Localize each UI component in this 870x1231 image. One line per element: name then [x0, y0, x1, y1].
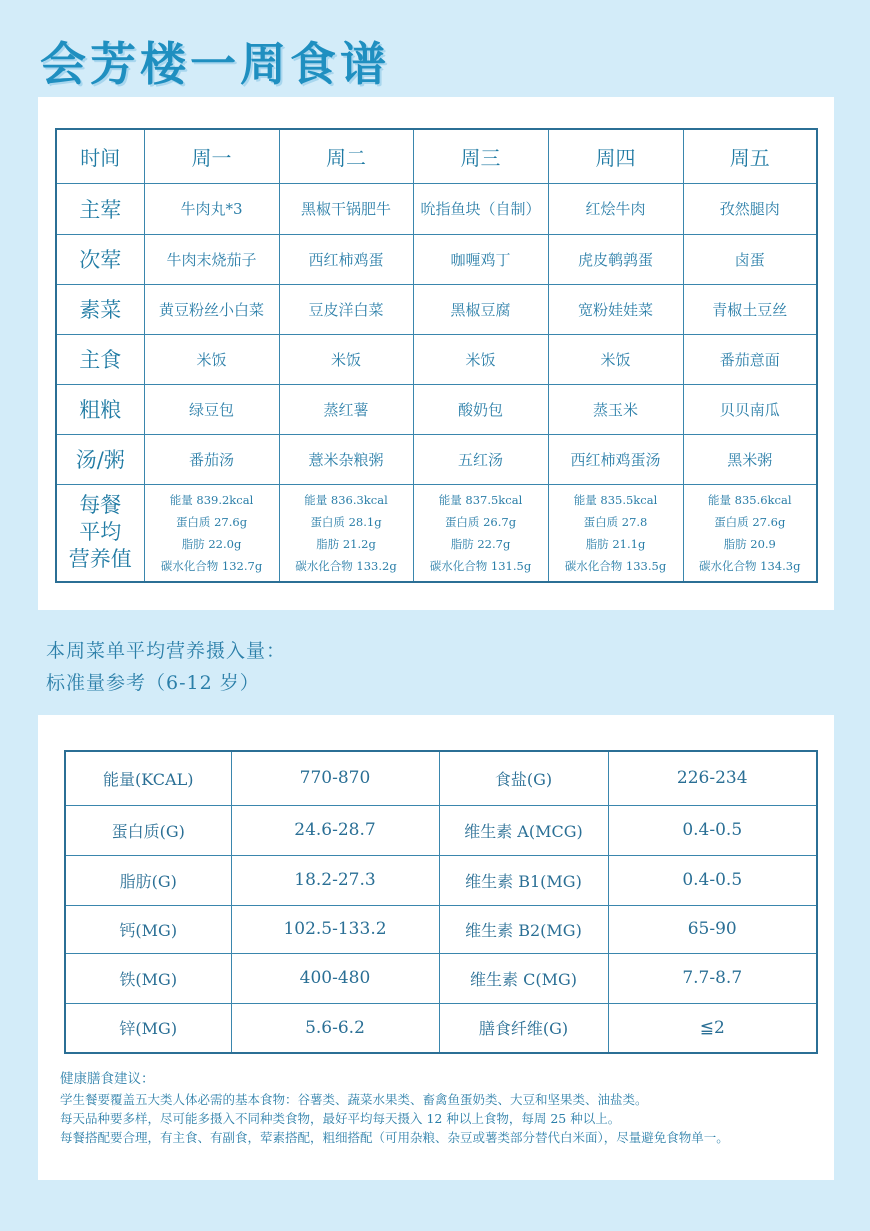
menu-cell: 吮指鱼块（自制）	[413, 183, 548, 234]
nutrition-fat: 脂肪 21.2g	[316, 536, 376, 551]
menu-cell: 蒸玉米	[548, 384, 683, 434]
menu-cell: 米饭	[413, 334, 548, 384]
menu-cell: 卤蛋	[683, 234, 817, 284]
standard-row	[65, 905, 817, 953]
menu-cell: 宽粉娃娃菜	[548, 284, 683, 334]
nutrient-value: 24.6-28.7	[231, 805, 439, 855]
standard-row	[65, 1003, 817, 1053]
nutrition-cell-thursday	[548, 484, 683, 582]
nutrition-energy: 能量 836.3kcal	[304, 492, 388, 507]
nutrient-value: 102.5-133.2	[231, 905, 439, 953]
nutrition-cell-wednesday	[413, 484, 548, 582]
nutrition-fat: 脂肪 21.1g	[585, 536, 646, 551]
nutrient-value: 7.7-8.7	[608, 953, 817, 1003]
header-monday: 周一	[144, 129, 279, 183]
nutrition-cell-friday	[683, 484, 817, 582]
menu-cell: 咖喱鸡丁	[413, 234, 548, 284]
nutrition-label-line: 营养值	[68, 547, 132, 572]
row-label: 粗粮	[56, 384, 144, 434]
menu-cell: 蒸红薯	[279, 384, 413, 434]
average-intake-heading: 本周菜单平均营养摄入量：	[46, 640, 287, 662]
standard-row	[65, 805, 817, 855]
advice-line: 每餐搭配要合理，有主食、有副食，荤素搭配，粗细搭配（可用杂粮、杂豆或薯类部分替代白米面），尽量避免食物单一。	[60, 1130, 729, 1145]
nutrient-value: 226-234	[608, 751, 817, 805]
nutrient-value: 0.4-0.5	[608, 805, 817, 855]
header-friday: 周五	[683, 129, 817, 183]
row-label: 素菜	[56, 284, 144, 334]
header-tuesday: 周二	[279, 129, 413, 183]
row-label: 汤/粥	[56, 434, 144, 484]
menu-cell: 黑椒豆腐	[413, 284, 548, 334]
menu-row-coarse-grain	[56, 384, 817, 434]
nutrient-name: 蛋白质(G)	[65, 805, 231, 855]
page-title: 会芳楼一周食谱	[40, 37, 390, 91]
header-wednesday: 周三	[413, 129, 548, 183]
standard-reference-heading: 标准量参考（6-12 岁）	[46, 672, 260, 694]
nutrition-fat: 脂肪 22.7g	[450, 536, 511, 551]
nutrition-carbs: 碳水化合物 131.5g	[429, 558, 532, 573]
weekly-menu-table	[55, 128, 818, 583]
nutrient-value: 770-870	[231, 751, 439, 805]
header-thursday: 周四	[548, 129, 683, 183]
diet-advice	[60, 1070, 840, 1147]
standard-row	[65, 855, 817, 905]
nutrition-protein: 蛋白质 27.6g	[175, 514, 248, 529]
nutrition-energy: 能量 835.6kcal	[707, 492, 792, 507]
menu-cell: 贝贝南瓜	[683, 384, 817, 434]
menu-cell: 米饭	[548, 334, 683, 384]
menu-cell: 番茄意面	[683, 334, 817, 384]
nutrition-energy: 能量 835.5kcal	[573, 492, 658, 507]
nutrition-carbs: 碳水化合物 133.2g	[295, 558, 397, 573]
nutrition-cell-tuesday	[279, 484, 413, 582]
menu-cell: 黄豆粉丝小白菜	[144, 284, 279, 334]
row-label: 主荤	[56, 183, 144, 234]
nutrient-name: 食盐(G)	[439, 751, 608, 805]
nutrient-name: 维生素 C(MG)	[439, 953, 608, 1003]
row-label: 主食	[56, 334, 144, 384]
nutrition-carbs: 碳水化合物 133.5g	[564, 558, 667, 573]
menu-cell: 孜然腿肉	[683, 183, 817, 234]
nutrition-carbs: 碳水化合物 132.7g	[160, 558, 263, 573]
menu-cell: 牛肉末烧茄子	[144, 234, 279, 284]
menu-cell: 虎皮鹌鹑蛋	[548, 234, 683, 284]
menu-row-soup	[56, 434, 817, 484]
menu-cell: 牛肉丸*3	[144, 183, 279, 234]
menu-cell: 黑椒干锅肥牛	[279, 183, 413, 234]
advice-title: 健康膳食建议：	[60, 1071, 155, 1087]
menu-cell: 米饭	[279, 334, 413, 384]
menu-row-staple	[56, 334, 817, 384]
header-time: 时间	[56, 129, 144, 183]
menu-cell: 黑米粥	[683, 434, 817, 484]
nutrition-fat: 脂肪 20.9	[723, 536, 776, 551]
standard-intake-table	[64, 750, 818, 1054]
menu-cell: 绿豆包	[144, 384, 279, 434]
nutrition-carbs: 碳水化合物 134.3g	[699, 558, 801, 573]
row-label: 次荤	[56, 234, 144, 284]
menu-header-row	[56, 129, 817, 183]
nutrient-value: 5.6-6.2	[231, 1003, 439, 1053]
nutrition-energy: 能量 839.2kcal	[169, 492, 254, 507]
menu-cell: 西红柿鸡蛋	[279, 234, 413, 284]
menu-cell: 青椒土豆丝	[683, 284, 817, 334]
advice-line: 每天品种要多样，尽可能多摄入不同种类食物，最好平均每天摄入 12 种以上食物，每周 25 种以上。	[60, 1111, 621, 1126]
nutrient-name: 能量(KCAL)	[65, 751, 231, 805]
weekly-menu-panel	[38, 97, 834, 610]
menu-cell: 番茄汤	[144, 434, 279, 484]
menu-cell: 米饭	[144, 334, 279, 384]
standard-row	[65, 953, 817, 1003]
nutrition-protein: 蛋白质 26.7g	[444, 514, 517, 529]
nutrition-fat: 脂肪 22.0g	[181, 536, 242, 551]
nutrient-value: 0.4-0.5	[608, 855, 817, 905]
menu-cell: 薏米杂粮粥	[279, 434, 413, 484]
menu-cell: 豆皮洋白菜	[279, 284, 413, 334]
nutrient-name: 维生素 A(MCG)	[439, 805, 608, 855]
nutrition-protein: 蛋白质 28.1g	[310, 514, 382, 529]
advice-line: 学生餐要覆盖五大类人体必需的基本食物：谷薯类、蔬菜水果类、畜禽鱼蛋奶类、大豆和坚果类、油盐类。	[60, 1092, 648, 1107]
nutrition-protein: 蛋白质 27.6g	[714, 514, 786, 529]
menu-row-nutrition	[56, 484, 817, 582]
menu-row-main-meat	[56, 183, 817, 234]
nutrient-value: 400-480	[231, 953, 439, 1003]
menu-row-vegetable	[56, 284, 817, 334]
nutrient-name: 维生素 B1(MG)	[439, 855, 608, 905]
standard-row	[65, 751, 817, 805]
menu-cell: 西红柿鸡蛋汤	[548, 434, 683, 484]
menu-cell: 五红汤	[413, 434, 548, 484]
nutrient-name: 钙(MG)	[65, 905, 231, 953]
nutrition-cell-monday	[144, 484, 279, 582]
menu-cell: 红烩牛肉	[548, 183, 683, 234]
nutrient-name: 膳食纤维(G)	[439, 1003, 608, 1053]
nutrient-name: 维生素 B2(MG)	[439, 905, 608, 953]
nutrient-name: 脂肪(G)	[65, 855, 231, 905]
menu-row-secondary-meat	[56, 234, 817, 284]
nutrition-row-label	[56, 484, 144, 582]
nutrient-name: 铁(MG)	[65, 953, 231, 1003]
menu-cell: 酸奶包	[413, 384, 548, 434]
nutrition-protein: 蛋白质 27.8	[583, 514, 648, 529]
nutrition-label-line: 平均	[79, 520, 122, 545]
nutrient-value: ≦2	[608, 1003, 817, 1053]
nutrient-value: 18.2-27.3	[231, 855, 439, 905]
nutrient-name: 锌(MG)	[65, 1003, 231, 1053]
nutrition-energy: 能量 837.5kcal	[438, 492, 523, 507]
nutrition-label-line: 每餐	[79, 493, 122, 518]
nutrient-value: 65-90	[608, 905, 817, 953]
